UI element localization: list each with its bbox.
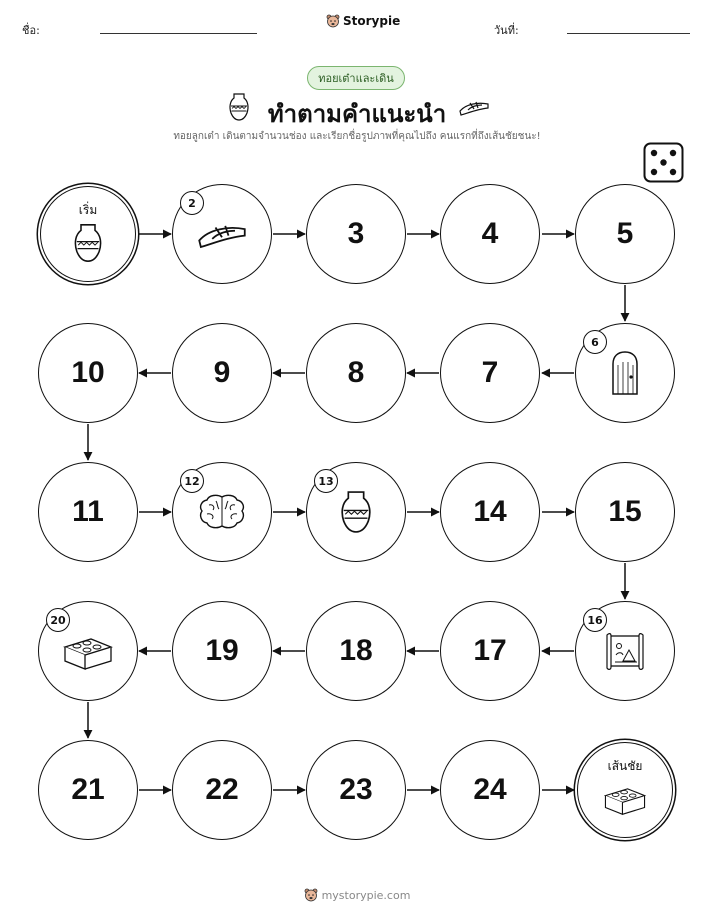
space-number: 18 [339, 634, 373, 667]
start-space[interactable] [40, 186, 136, 282]
brand-name: Storypie [343, 14, 401, 28]
space-number: 7 [481, 356, 499, 389]
board-space-9[interactable] [172, 323, 272, 423]
board-space-15[interactable] [575, 462, 675, 562]
board-space-8[interactable] [306, 323, 406, 423]
board-space-3[interactable] [306, 184, 406, 284]
board-space-17[interactable] [440, 601, 540, 701]
board-space-11[interactable] [38, 462, 138, 562]
game-type-tag: ทอยเต๋าและเดิน [307, 66, 405, 90]
bear-icon [304, 888, 318, 902]
space-number-badge: 12 [180, 469, 204, 493]
board-space-14[interactable] [440, 462, 540, 562]
board-space-4[interactable] [440, 184, 540, 284]
brain-icon [197, 492, 247, 532]
space-number-badge: 6 [583, 330, 607, 354]
bear-icon [326, 14, 340, 28]
dice-icon [643, 142, 684, 183]
sandal-icon [458, 96, 490, 118]
name-line[interactable] [100, 33, 257, 34]
brick-icon [602, 782, 648, 816]
space-number: 11 [72, 495, 104, 528]
instructions: ทอยลูกเต๋า เดินตามจำนวนช่อง และเรียกชื่อรูปภาพที่คุณไปถึง คนแรกที่ถึงเส้นชัยชนะ! [173, 131, 541, 142]
space-number-badge: 16 [583, 608, 607, 632]
vase-icon [69, 222, 107, 264]
page-title: ทำตามคำแนะนำ [267, 100, 447, 128]
vase-icon [228, 92, 250, 122]
board-space-5[interactable] [575, 184, 675, 284]
space-number: 5 [616, 217, 634, 250]
vase-icon [337, 489, 375, 535]
footer [0, 888, 714, 902]
space-number-badge: 13 [314, 469, 338, 493]
door-icon [610, 350, 640, 396]
space-number: 8 [347, 356, 365, 389]
board-space-24[interactable] [440, 740, 540, 840]
space-number: 17 [473, 634, 507, 667]
sandal-icon [196, 216, 248, 252]
space-number-badge: 20 [46, 608, 70, 632]
space-number: 24 [473, 773, 507, 806]
board-space-10[interactable] [38, 323, 138, 423]
board-space-23[interactable] [306, 740, 406, 840]
space-number: 19 [205, 634, 239, 667]
name-label: ชื่อ: [22, 24, 40, 37]
space-number: 3 [347, 217, 365, 250]
space-number: 9 [213, 356, 231, 389]
date-line[interactable] [567, 33, 690, 34]
board-space-7[interactable] [440, 323, 540, 423]
space-number-badge: 2 [180, 191, 204, 215]
brick-icon [61, 631, 115, 671]
space-number: 4 [481, 217, 499, 250]
finish-space[interactable] [577, 742, 673, 838]
space-number: 10 [71, 356, 105, 389]
board-space-19[interactable] [172, 601, 272, 701]
start-label: เริ่ม [78, 203, 98, 217]
date-label: วันที่: [494, 24, 519, 37]
space-number: 22 [205, 773, 239, 806]
space-number: 21 [71, 773, 105, 806]
board-space-18[interactable] [306, 601, 406, 701]
board-space-21[interactable] [38, 740, 138, 840]
board-space-22[interactable] [172, 740, 272, 840]
finish-label: เส้นชัย [607, 759, 643, 773]
map-icon [603, 631, 647, 671]
space-number: 14 [473, 495, 507, 528]
space-number: 23 [339, 773, 373, 806]
space-number: 15 [608, 495, 642, 528]
footer-url[interactable]: mystorypie.com [321, 888, 411, 902]
brand-logo [326, 14, 400, 28]
